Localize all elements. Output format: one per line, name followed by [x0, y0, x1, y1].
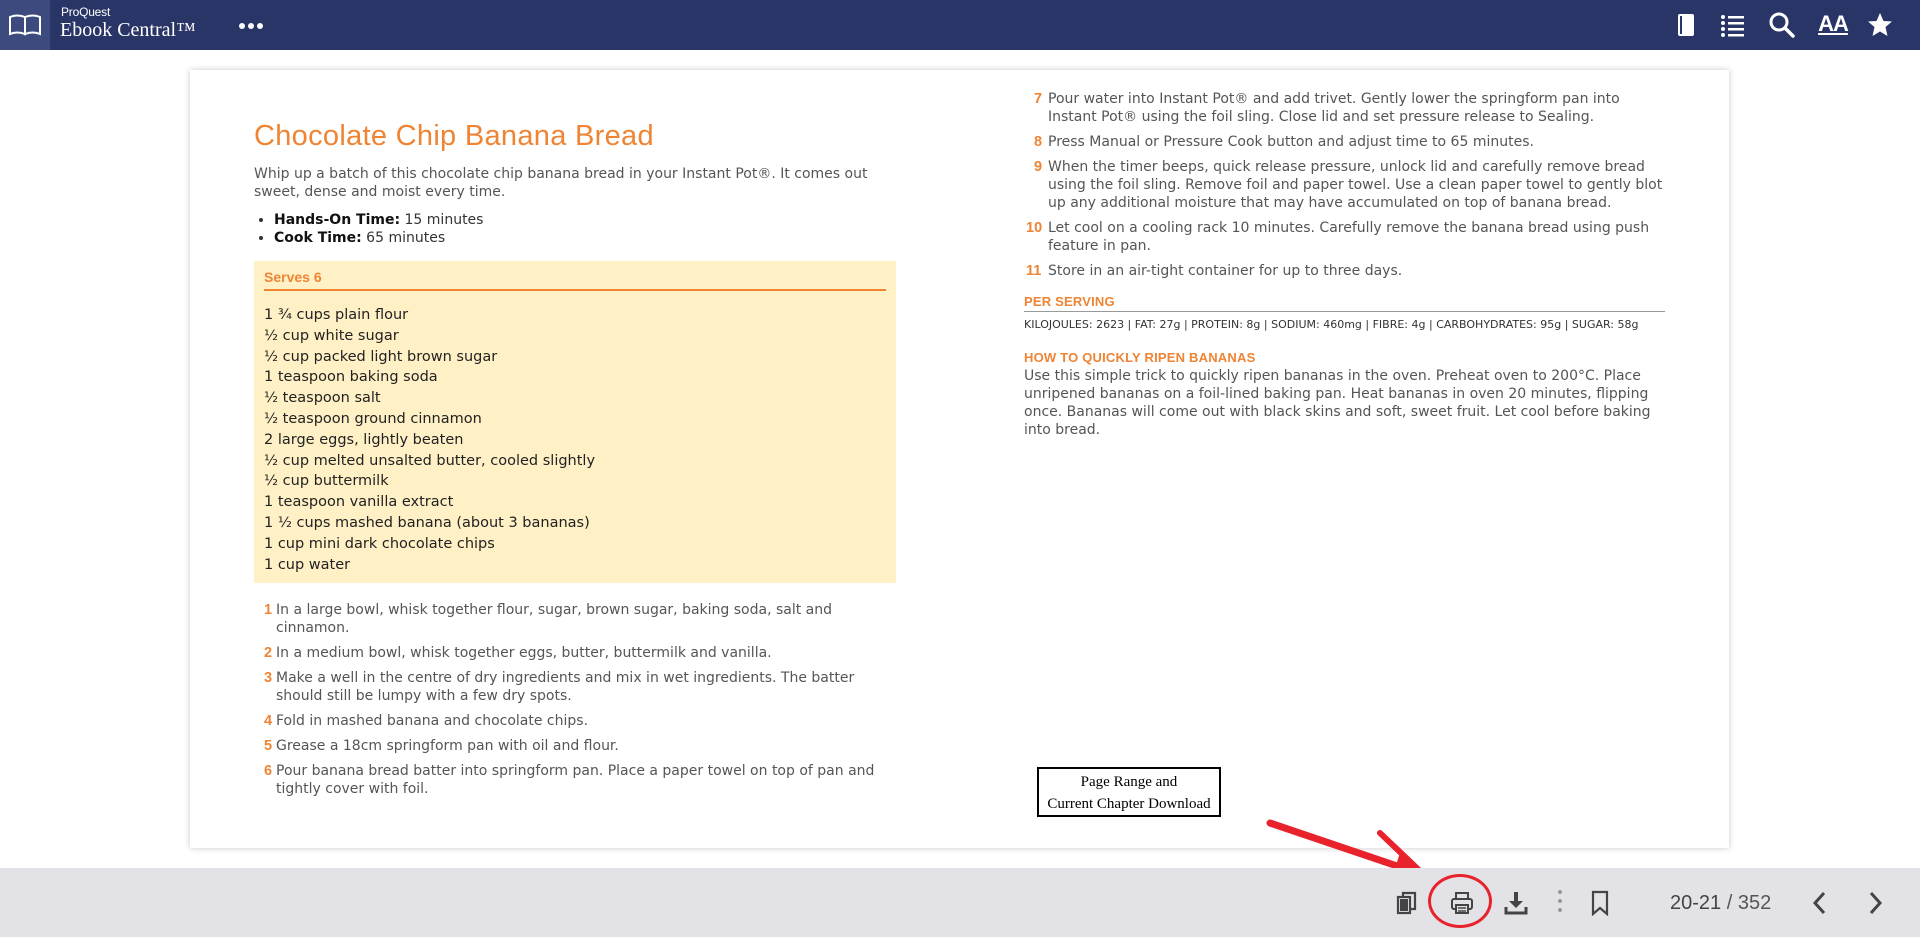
callout-line-2: Current Chapter Download — [1047, 796, 1211, 812]
copy-icon[interactable] — [1395, 890, 1421, 916]
nutrition-info: KILOJOULES: 2623 | FAT: 27g | PROTEIN: 8g | SODIUM: 460mg | FIBRE: 4g | CARBOHYDRATES: 95g | SUGAR: 58g — [1024, 318, 1639, 331]
download-icon[interactable] — [1503, 890, 1529, 916]
bottom-toolbar — [0, 868, 1920, 937]
left-page — [254, 120, 899, 805]
method-step: 7 Pour water into Instant Pot® and add trivet. Gently lower the springform pan into Instant Pot® using the foil sling. Close lid and set pressure release to Sealing. — [1034, 91, 1620, 125]
per-serving-heading: PER SERVING — [1024, 294, 1665, 312]
ingredient-item: 1 cup mini dark chocolate chips — [264, 535, 495, 552]
book-icon[interactable] — [0, 0, 50, 50]
method-steps-left — [254, 601, 899, 798]
method-step: 1 In a large bowl, whisk together flour, sugar, brown sugar, baking soda, salt and cinnamon. — [264, 602, 833, 637]
time-list — [254, 211, 899, 247]
method-step: 11 Store in an air-tight container for up to three days. — [1026, 263, 1403, 279]
ingredient-item: ½ cup melted unsalted butter, cooled slightly — [264, 452, 596, 469]
next-page-icon[interactable] — [1862, 890, 1888, 916]
brand-title: Ebook Central™ — [60, 19, 196, 41]
ingredient-item: ½ cup white sugar — [264, 327, 399, 344]
ingredient-item: 1 teaspoon vanilla extract — [264, 494, 454, 511]
method-step: 10 Let cool on a cooling rack 10 minutes. Carefully remove the banana bread using push feature in pan. — [1026, 220, 1650, 254]
notebook-icon[interactable] — [1672, 11, 1700, 39]
ingredient-item: ½ cup packed light brown sugar — [264, 348, 498, 365]
search-icon[interactable] — [1768, 11, 1796, 39]
serves-heading: Serves 6 — [264, 269, 886, 291]
page-indicator — [1670, 890, 1771, 916]
ingredient-item: 2 large eggs, lightly beaten — [264, 431, 464, 448]
prev-page-icon[interactable] — [1807, 890, 1833, 916]
brand-small-text: ProQuest — [61, 5, 111, 19]
ingredients-box — [254, 261, 896, 583]
ebook-page-spread — [190, 70, 1729, 848]
ingredient-item: 1 ¾ cups plain flour — [264, 307, 409, 323]
bookmark-icon[interactable] — [1587, 890, 1613, 916]
annotation-circle — [1428, 874, 1492, 928]
callout-line-1: Page Range and — [1080, 774, 1178, 790]
tip-heading: HOW TO QUICKLY RIPEN BANANAS — [1024, 350, 1256, 365]
more-icon[interactable] — [236, 18, 266, 32]
ingredient-item: ½ teaspoon ground cinnamon — [264, 410, 482, 427]
star-icon[interactable] — [1866, 11, 1894, 39]
more-vertical-icon[interactable] — [1557, 888, 1563, 914]
method-step: 4 Fold in mashed banana and chocolate chips. — [264, 713, 589, 730]
tip-body: Use this simple trick to quickly ripen bananas in the oven. Preheat oven to 200°C. Place unripened bananas on a foil-lined baking pan. Heat bananas in oven 20 minutes, flipping once. Bananas will come out with black skins and soft, sweet fruit. Let cool before baking into bread. — [1024, 368, 1651, 438]
ingredient-item: 1 teaspoon baking soda — [264, 369, 438, 386]
annotation-callout — [1037, 767, 1221, 817]
ingredient-item: ½ teaspoon salt — [264, 390, 381, 407]
current-page-range: 20-21 — [1670, 892, 1722, 914]
method-step: 9 When the timer beeps, quick release pressure, unlock lid and carefully remove bread using the foil sling. Remove foil and paper towel. Use a clean paper towel to gently blot up any additional moisture that may have accumulated on top of banana bread. — [1034, 159, 1663, 211]
hands-on-time: • Hands-On Time: 15 minutes — [274, 211, 899, 229]
method-step: 5 Grease a 18cm springform pan with oil and flour. — [264, 738, 619, 755]
method-step: 2 In a medium bowl, whisk together eggs, butter, buttermilk and vanilla. — [264, 645, 772, 662]
ingredient-item: ½ cup buttermilk — [264, 473, 389, 490]
text-size-icon[interactable]: AA — [1818, 11, 1848, 36]
method-step: 3 Make a well in the centre of dry ingredients and mix in wet ingredients. The batter should still be lumpy with a few dry spots. — [264, 670, 855, 705]
method-step: 6 Pour banana bread batter into springform pan. Place a paper towel on top of pan and tightly cover with foil. — [264, 763, 875, 798]
page-separator: / — [1721, 892, 1738, 914]
cook-time: • Cook Time: 65 minutes — [274, 229, 899, 247]
recipe-intro: Whip up a batch of this chocolate chip banana bread in your Instant Pot®. It comes out sweet, dense and moist every time. — [254, 166, 868, 200]
method-step: 8 Press Manual or Pressure Cook button and adjust time to 65 minutes. — [1034, 134, 1534, 150]
ingredient-item: 1 ½ cups mashed banana (about 3 bananas) — [264, 514, 590, 531]
total-pages: 352 — [1737, 892, 1772, 914]
contents-icon[interactable] — [1719, 11, 1747, 39]
ingredient-item: 1 cup water — [264, 556, 351, 573]
recipe-title: Chocolate Chip Banana Bread — [254, 120, 654, 152]
right-page — [1024, 90, 1665, 439]
method-steps-right — [1024, 90, 1665, 280]
top-bar — [0, 0, 1920, 50]
